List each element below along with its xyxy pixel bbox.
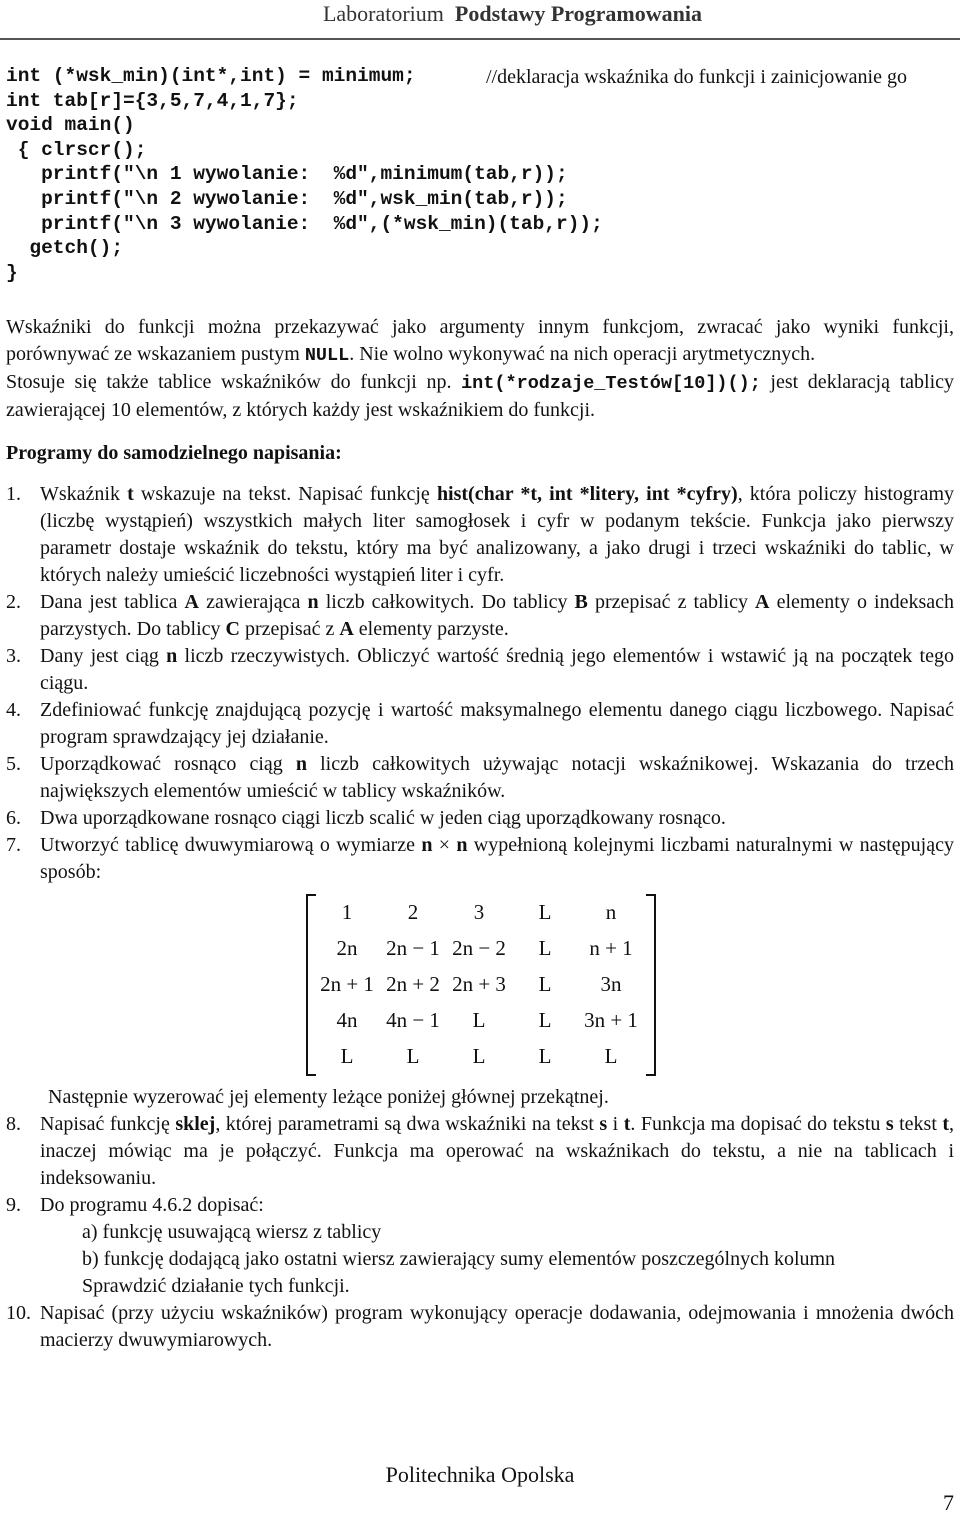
exercise-item: 7. Utworzyć tablicę dwuwymiarową o wymiarze n × n wypełnioną kolejnymi liczbami naturalnymi w następujący sposób:: [6, 834, 954, 883]
after-matrix-text: Następnie wyzerować jej elementy leżące poniżej głównej przekątnej.: [48, 1086, 609, 1108]
page-number: 7: [943, 1490, 954, 1515]
code-block: [6, 64, 603, 285]
matrix-cell: n: [605, 899, 617, 924]
matrix-cell: L: [538, 1007, 552, 1032]
matrix-row: [306, 894, 656, 930]
exercise-item: 9. Do programu 4.6.2 dopisać: a) funkcję usuwającą wiersz z tablicy b) funkcję dodającą jako ostatni wiersz zawierający sumy elementów poszczególnych kolumn Sprawdzić działanie tych funkcji.: [6, 1192, 954, 1300]
page-header: [0, 0, 960, 40]
paragraph-pointer-arrays: Stosuje się także tablice wskaźników do funkcji np. int(*rodzaje_Testów[10])(); jest deklaracją tablicy zawierającej 10 elementów, z których każdy jest wskaźnikiem do funkcji.: [6, 371, 954, 421]
matrix-cell: L: [538, 1043, 552, 1068]
matrix-cell: 3n: [600, 971, 622, 996]
matrix-cell: L: [472, 1007, 486, 1032]
matrix-cell: L: [538, 899, 552, 924]
matrix-row: [306, 1038, 656, 1074]
matrix-cell: 1: [341, 899, 353, 924]
matrix: [306, 894, 656, 1076]
exercise-item: 4. Zdefiniować funkcję znajdującą pozycję i wartość maksymalnego elementu danego ciągu liczbowego. Napisać program sprawdzający jej działanie.: [6, 699, 954, 748]
matrix-cell: L: [406, 1043, 420, 1068]
exercise-item: 8. Napisać funkcję sklej, której parametrami są dwa wskaźniki na tekst s i t. Funkcja ma dopisać do tekstu s tekst t, inaczej mówiąc ma je połączyć. Funkcja ma operować na wskaźnikach do tekstu, a nie na tablicach i indeksowaniu.: [6, 1113, 955, 1189]
matrix-cell: 2n + 2: [386, 971, 440, 996]
matrix-cell: L: [604, 1043, 618, 1068]
matrix-cell: 2n + 1: [320, 971, 374, 996]
matrix-cell: 2n: [336, 935, 358, 960]
code-comment: //deklaracja wskaźnika do funkcji i zainicjowanie go: [486, 66, 907, 88]
matrix-cell: L: [538, 935, 552, 960]
code-line: { clrscr();: [6, 138, 147, 161]
matrix-cell: L: [340, 1043, 354, 1068]
matrix-row: [306, 966, 656, 1002]
matrix-cell: 3n + 1: [584, 1007, 638, 1032]
multiply-sign: ×: [438, 834, 451, 856]
matrix-cell: 4n − 1: [386, 1007, 440, 1032]
exercise-subitem: b) funkcję dodającą jako ostatni wiersz zawierający sumy elementów poszczególnych kolumn: [82, 1248, 836, 1270]
matrix-bracket-right: [646, 894, 656, 1076]
matrix-cell: 2n − 1: [386, 935, 440, 960]
matrix-cell: 2n + 3: [452, 971, 506, 996]
code-line: printf("\n 3 wywolanie: %d",(*wsk_min)(tab,r));: [6, 212, 603, 235]
exercise-item: 3. Dany jest ciąg n liczb rzeczywistych. Obliczyć wartość średnią jego elementów i wstawić ją na początek tego ciągu.: [6, 645, 954, 694]
header-rule: [0, 38, 960, 40]
header-title: Laboratorium Podstawy Programowania: [322, 1, 702, 26]
matrix-cell: 2n − 2: [452, 935, 506, 960]
exercise-subitem: a) funkcję usuwającą wiersz z tablicy: [82, 1221, 382, 1243]
code-line: int (*wsk_min)(int*,int) = minimum;: [6, 65, 416, 87]
code-line: }: [6, 261, 18, 284]
matrix-cell: 2: [407, 899, 419, 924]
exercise-item: 10. Napisać (przy użyciu wskaźników) program wykonujący operacje dodawania, odejmowania i mnożenia dwóch macierzy dwuwymiarowych.: [6, 1302, 954, 1351]
document-body: [6, 314, 954, 1354]
code-line: int tab[r]={3,5,7,4,1,7};: [6, 89, 299, 112]
exercise-item: 6. Dwa uporządkowane rosnąco ciągi liczb scalić w jeden ciąg uporządkowany rosnąco.: [6, 807, 726, 829]
code-line: printf("\n 1 wywolanie: %d",minimum(tab,r));: [6, 163, 568, 186]
exercise-subitem: Sprawdzić działanie tych funkcji.: [82, 1275, 350, 1297]
paragraph-function-pointers: Wskaźniki do funkcji można przekazywać jako argumenty innym funkcjom, zwracać jako wyniki funkcji, porównywać ze wskazaniem pustym NULL. Nie wolno wykonywać na nich operacji arytmetycznych.: [6, 316, 954, 366]
exercise-item: 2. Dana jest tablica A zawierająca n liczb całkowitych. Do tablicy B przepisać z tablicy A elementy o indeksach parzystych. Do tablicy C przepisać z A elementy parzyste.: [6, 591, 955, 640]
matrix-cell: L: [538, 971, 552, 996]
exercise-item: 5. Uporządkować rosnąco ciąg n liczb całkowitych używając notacji wskaźnikowej. Wskazania do trzech największych elementów umieścić w tablicy wskaźników.: [6, 753, 954, 802]
matrix-cell: L: [472, 1043, 486, 1068]
matrix-row: [306, 1002, 656, 1038]
matrix-row: [306, 930, 656, 966]
code-line: printf("\n 2 wywolanie: %d",wsk_min(tab,r));: [6, 187, 568, 210]
exercises-heading: Programy do samodzielnego napisania:: [6, 442, 342, 464]
code-line: getch();: [6, 237, 124, 260]
matrix-bracket-left: [306, 894, 316, 1076]
matrix-cell: n + 1: [589, 935, 633, 960]
exercise-item: 1. Wskaźnik t wskazuje na tekst. Napisać funkcję hist(char *t, int *litery, int *cyfry), która policzy histogramy (liczbę wystąpień) wszystkich małych liter samogłosek i cyfr w podanym tekście. Funkcja jako pierwszy parametr dostaje wskaźnik do tekstu, który ma być analizowany, a jako drugi i trzeci wskaźniki do tablic, w których należy umieścić liczebności wystąpień liter i cyfr.: [6, 483, 954, 586]
code-line: void main(): [6, 114, 135, 137]
matrix-cell: 4n: [336, 1007, 358, 1032]
footer-institution: Politechnika Opolska: [385, 1462, 575, 1487]
matrix-cell: 3: [473, 899, 485, 924]
